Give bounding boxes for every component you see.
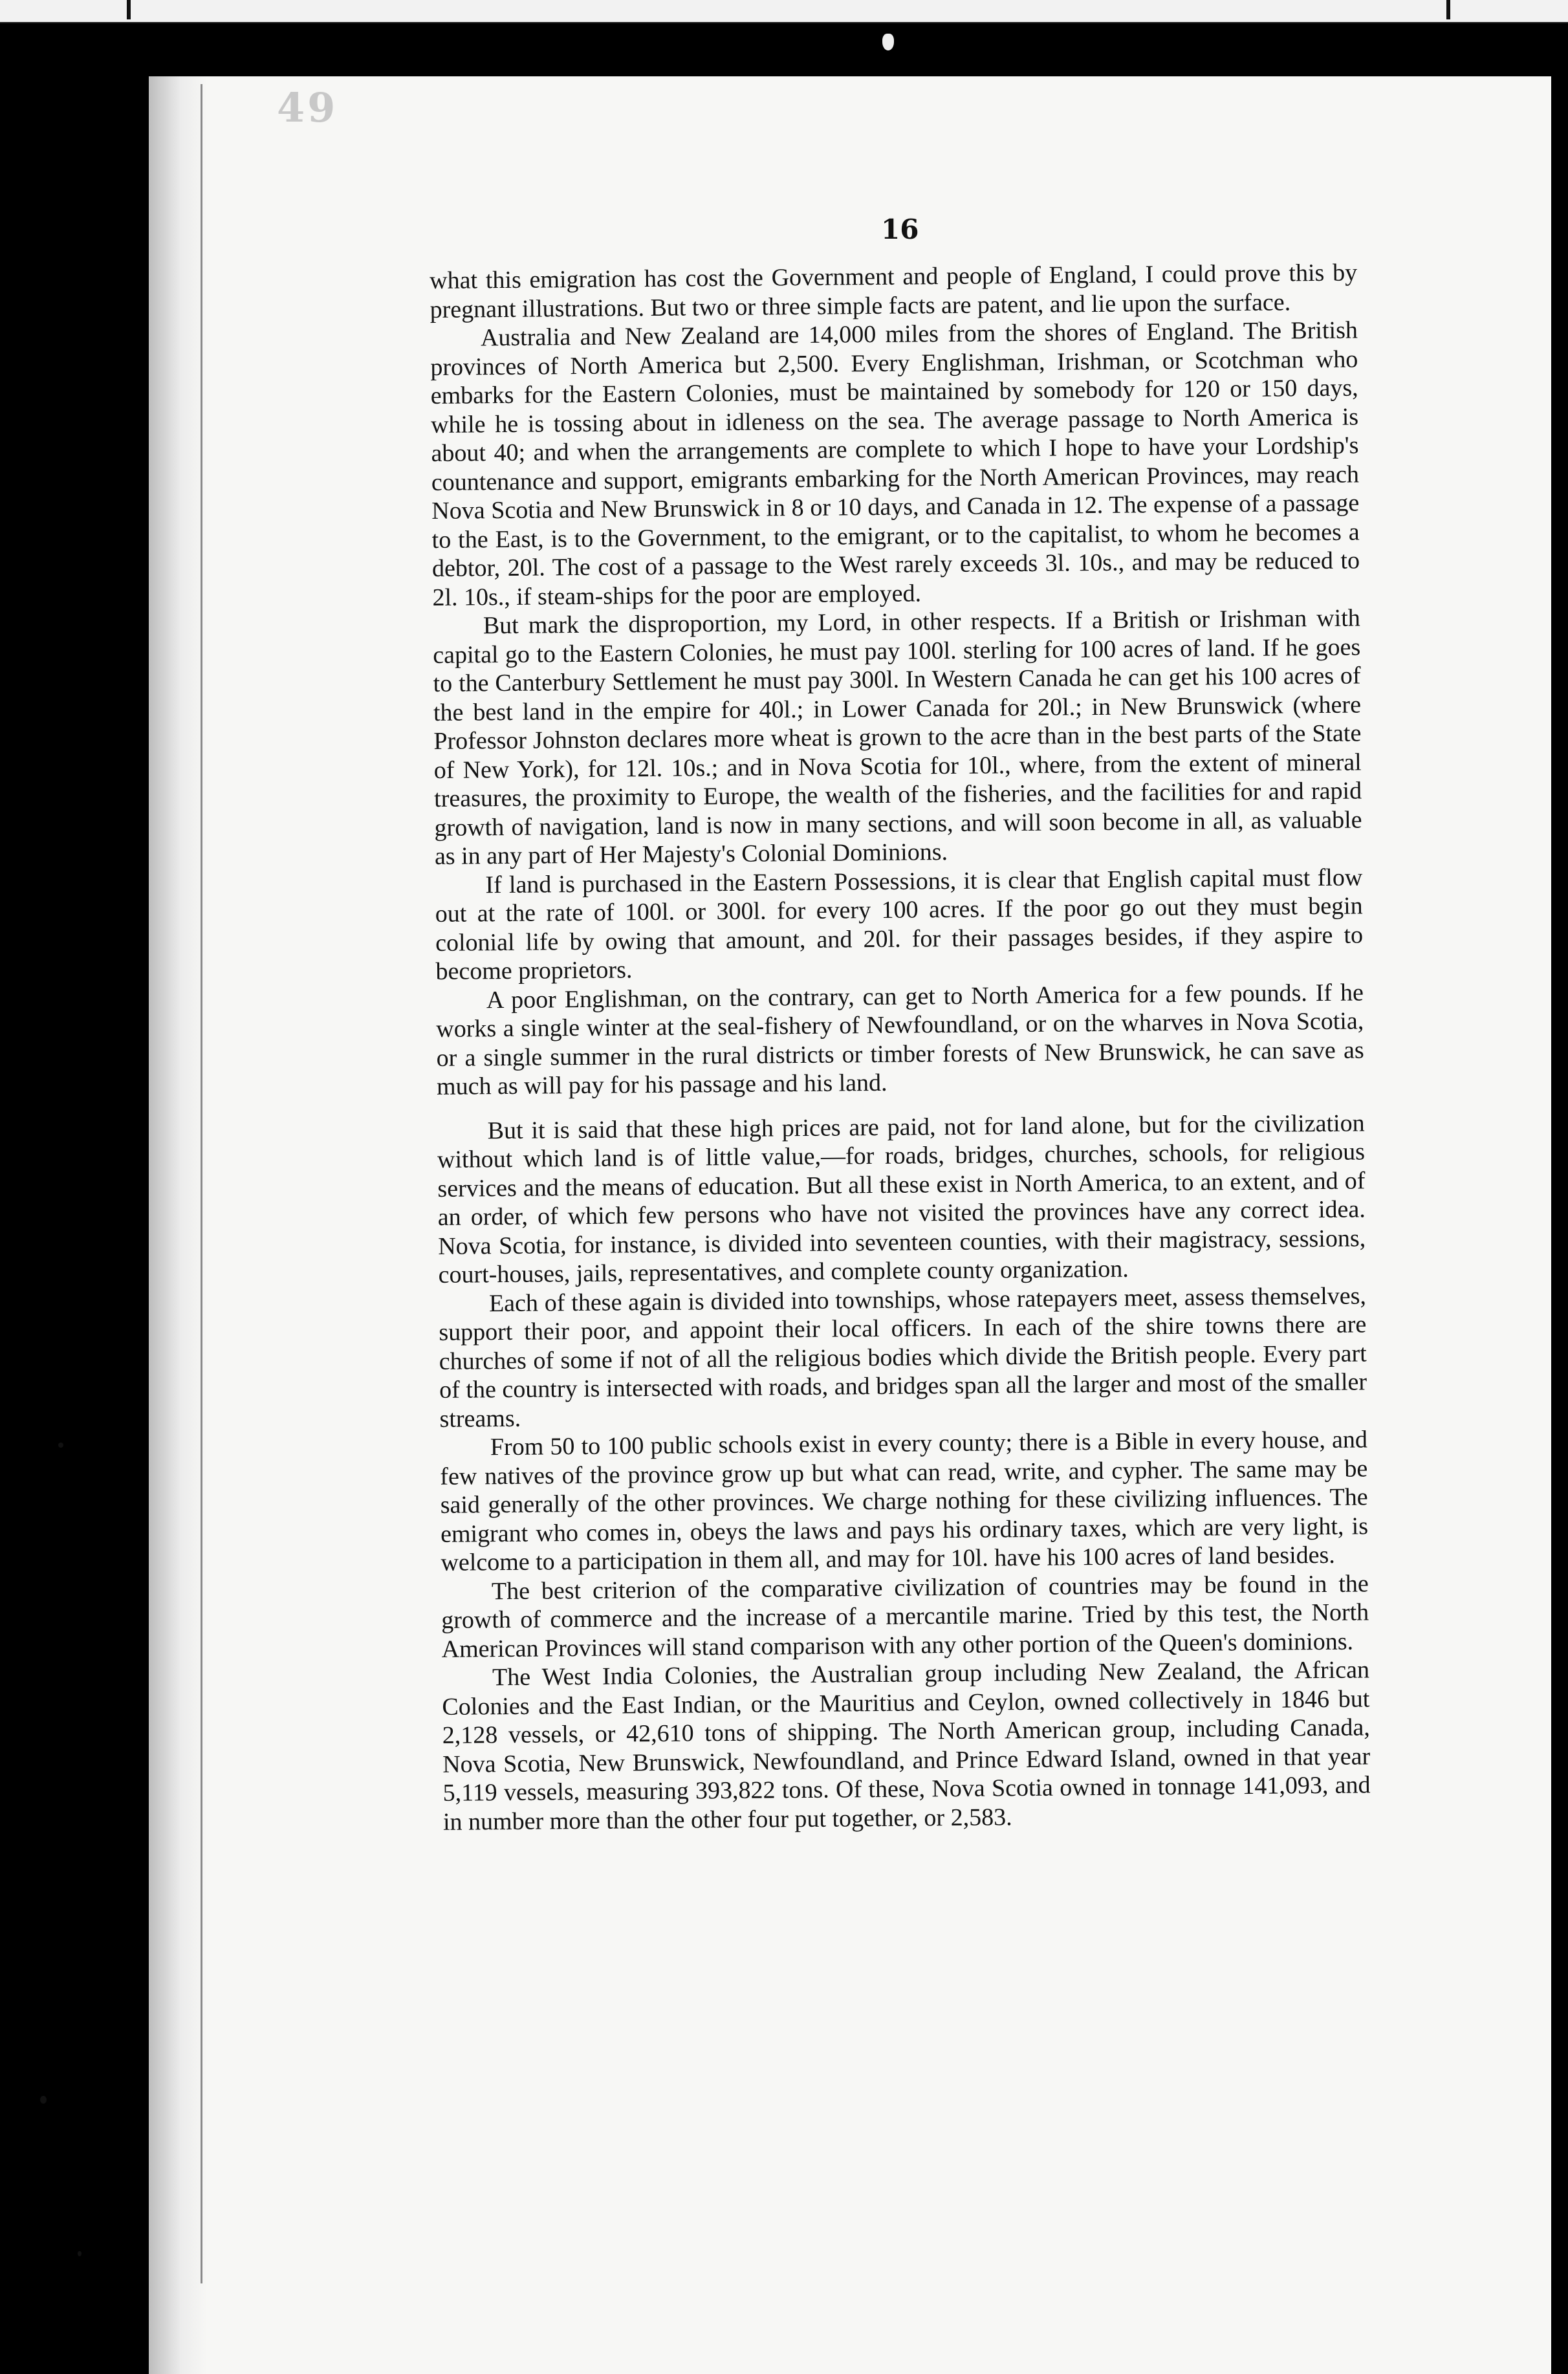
scan-speck <box>58 1443 63 1448</box>
page-fold-line <box>201 84 202 2283</box>
paragraph: A poor Englishman, on the contrary, can get to North America for a few pounds. If he works a single winter at the seal-fishery of Newfoundland, or on the wharves in Nova Scotia, or a single summer in the rural districts or timber forests of New Brunswick, he can save as much as will pay for his passage and his land. <box>436 978 1364 1100</box>
body-text <box>430 258 1371 1836</box>
paragraph: If land is purchased in the Eastern Possessions, it is clear that English capital must flow out at the rate of 100l. or 300l. for every 100 acres. If the poor go out they must begin colonial life by owing that amount, and 20l. for their passages besides, if they aspire to become proprietors. <box>435 863 1364 985</box>
binding-mark <box>882 34 894 50</box>
paragraph: The West India Colonies, the Australian group including New Zealand, the African Colonies and the East Indian, or the Mauritius and Ceylon, owned collectively in 1846 but 2,128 vessels, or 42,610 tons of shipping. The North American group, including Canada, Nova Scotia, New Brunswick, Newfoundland, and Prince Edward Island, owned in that year 5,119 vessels, measuring 393,822 tons. Of these, Nova Scotia owned in tonnage 141,093, and in number more than the other four put together, or 2,583. <box>442 1656 1371 1836</box>
paragraph: But mark the disproportion, my Lord, in other respects. If a British or Irishman with capital go to the Eastern Colonies, he must pay 100l. sterling for 100 acres of land. If he goes to the Canterbury Settlement he must pay 300l. In Western Canada he can get his 100 acres of the best land in the empire for 40l.; in Lower Canada for 20l.; in New Brunswick (where Professor Johnston declares more wheat is grown to the acre than in the best parts of the State of New York), for 12l. 10s.; and in Nova Scotia for 10l., where, from the extent of mineral treasures, the proximity to Europe, the wealth of the fisheries, and the facilities for and rapid growth of navigation, land is now in many sections, and will soon become in all, as valuable as in any part of Her Majesty's Colonial Dominions. <box>433 604 1362 870</box>
paragraph: From 50 to 100 public schools exist in every county; there is a Bible in every house, and few natives of the province grow up but what can read, write, and cypher. The same may be said generally of the other provinces. We charge nothing for these civilizing influences. The emigrant who comes in, obeys the laws and pays his ordinary taxes, which are very light, is welcome to a participation in them all, and may for 10l. have his 100 acres of land besides. <box>440 1426 1369 1576</box>
scan-speck <box>78 2251 82 2256</box>
paragraph: But it is said that these high prices are paid, not for land alone, but for the civilization without which land is of little value,—for roads, bridges, churches, schools, for religious services and the means of education. But all these exist in North America, to an extent, and of an order, of which few persons who have not visited the provinces have any correct idea. Nova Scotia, for instance, is divided into seventeen counties, with their magistracy, sessions, court-houses, jails, representatives, and complete county organization. <box>437 1109 1366 1289</box>
paragraph: what this emigration has cost the Government and people of England, I could prove this by pregnant illustrations. But two or three simple facts are patent, and lie upon the surface. <box>430 259 1358 323</box>
archive-stamp: 49 <box>277 84 338 131</box>
scan-edge-tick <box>1446 0 1450 19</box>
paragraph: Australia and New Zealand are 14,000 miles from the shores of England. The British provinces of North America but 2,500. Every Englishman, Irishman, or Scotchman who embarks for the Eastern Colonies, must be maintained by somebody for 120 or 150 days, while he is tossing about in idleness on the sea. The average passage to North America is about 40; and when the arrangements are complete to which I hope to have your Lordship's countenance and support, emigrants embarking for the North American Provinces, may reach Nova Scotia and New Brunswick in 8 or 10 days, and Canada in 12. The expense of a passage to the East, is to the Government, to the emigrant, or to the capitalist, to whom he becomes a debtor, 20l. The cost of a passage to the West rarely exceeds 3l. 10s., and may be reduced to 2l. 10s., if steam-ships for the poor are employed. <box>430 316 1360 611</box>
paragraph: The best criterion of the comparative civilization of countries may be found in the growth of commerce and the increase of a mercantile marine. Tried by this test, the North American Provinces will stand comparison with any other portion of the Queen's dominions. <box>441 1569 1369 1663</box>
page-gutter-shadow <box>149 76 207 2374</box>
top-scan-edge <box>0 0 1568 23</box>
paragraph: Each of these again is divided into townships, whose ratepayers meet, assess themselves, support their poor, and appoint their local officers. In each of the shire towns there are churches of some if not of all the religious bodies which divide the British people. Every part of the country is intersected with roads, and bridges span all the larger and most of the smaller streams. <box>439 1281 1367 1433</box>
scan-edge-tick <box>127 0 131 19</box>
page-number: 16 <box>881 213 919 245</box>
scan-speck <box>40 2096 47 2104</box>
